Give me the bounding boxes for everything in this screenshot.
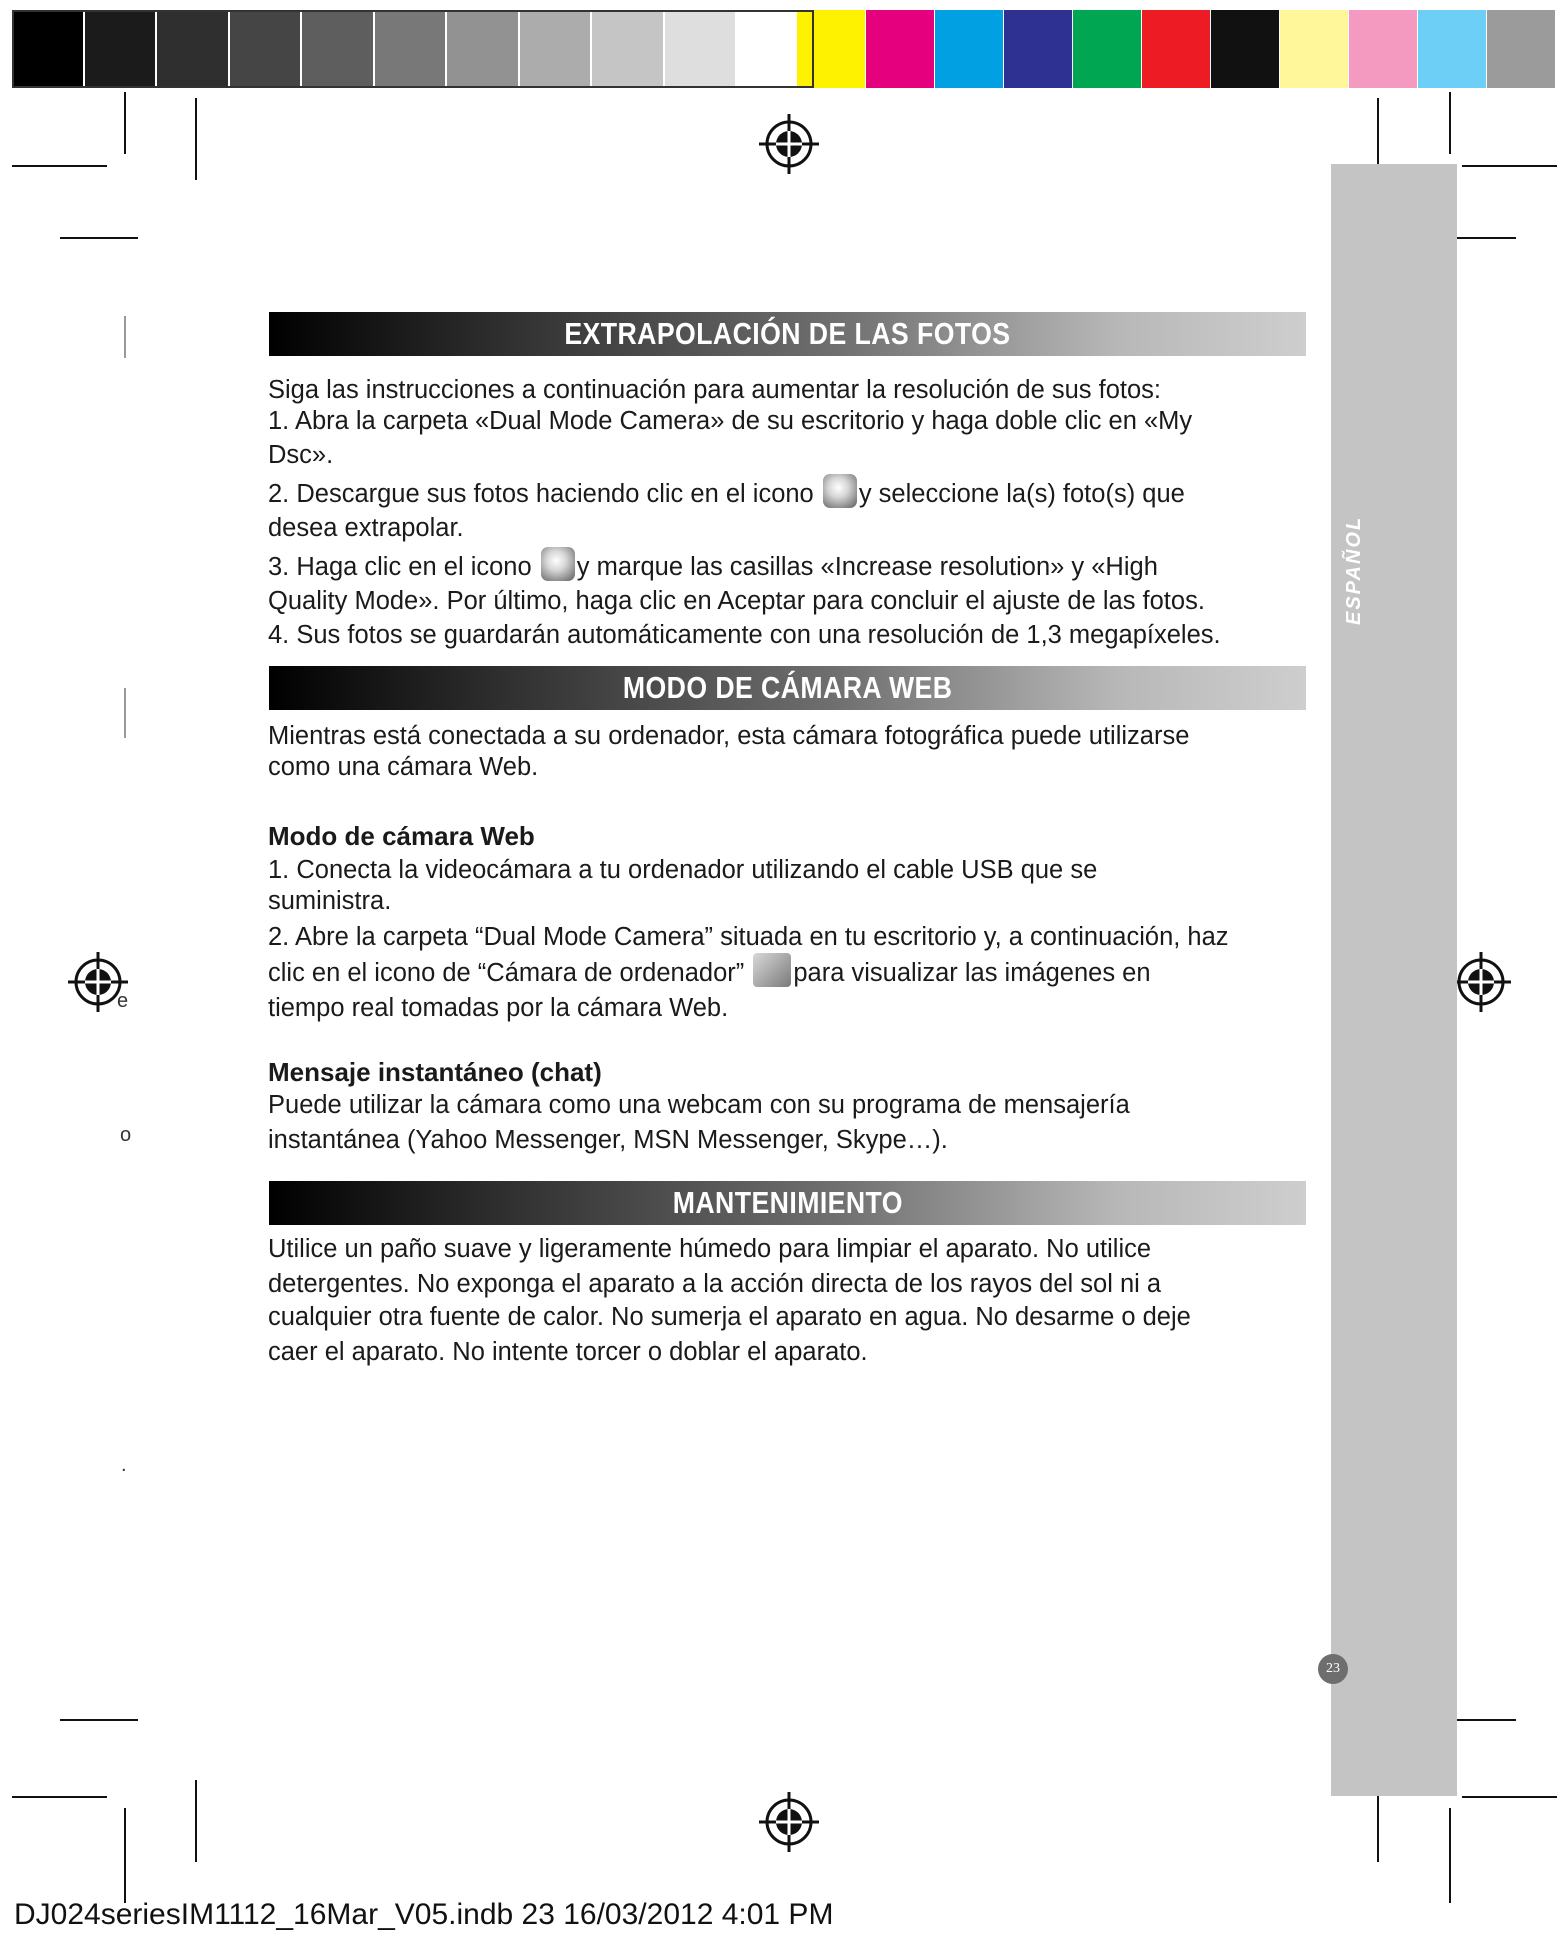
section-header-maintenance bbox=[269, 1181, 1306, 1225]
color-swatch bbox=[1280, 10, 1348, 88]
color-swatch bbox=[1349, 10, 1417, 88]
paragraph-line: caer el aparato. No intente torcer o doblar el aparato. bbox=[268, 1338, 868, 1366]
color-swatch bbox=[1142, 10, 1210, 88]
paragraph-line: Puede utilizar la cámara como una webcam con su programa de mensajería bbox=[268, 1091, 1130, 1119]
paragraph-line: como una cámara Web. bbox=[268, 753, 539, 781]
section-body-extrapolation bbox=[268, 375, 1318, 651]
language-side-tab bbox=[1331, 164, 1457, 1796]
paragraph-line: instantánea (Yahoo Messenger, MSN Messenger, Skype…). bbox=[268, 1126, 948, 1154]
side-tab-label: ESPAÑOL bbox=[1343, 515, 1365, 625]
extrapolate-icon bbox=[541, 547, 575, 581]
subheading-chat: Mensaje instantáneo (chat) bbox=[268, 1057, 602, 1087]
section-body-maintenance bbox=[268, 1234, 1318, 1368]
step-line: 2. Abre la carpeta “Dual Mode Camera” situada en tu escritorio y, a continuación, haz bbox=[268, 923, 1229, 951]
color-swatch bbox=[1418, 10, 1486, 88]
section-title: MANTENIMIENTO bbox=[672, 1185, 903, 1220]
section-title: EXTRAPOLACIÓN DE LAS FOTOS bbox=[564, 316, 1011, 351]
step-line: Dsc». bbox=[268, 441, 334, 469]
section-body-webcam bbox=[268, 721, 1318, 1156]
color-swatch bbox=[1211, 10, 1279, 88]
registration-mark-bottom bbox=[757, 1790, 821, 1854]
step-line: 4. Sus fotos se guardarán automáticamente con una resolución de 1,3 megapíxeles. bbox=[268, 621, 1221, 649]
step-line: y seleccione la(s) foto(s) que bbox=[858, 480, 1185, 508]
page-number: 23 bbox=[1318, 1654, 1348, 1684]
step-line: y marque las casillas «Increase resolution» y «High bbox=[576, 553, 1158, 581]
step-line: 1. Conecta la videocámara a tu ordenador utilizando el cable USB que se bbox=[268, 856, 1098, 884]
color-swatch bbox=[1004, 10, 1072, 88]
step-line: 1. Abra la carpeta «Dual Mode Camera» de su escritorio y haga doble clic en «My bbox=[268, 407, 1193, 435]
step-line: clic en el icono de “Cámara de ordenador” bbox=[268, 959, 745, 987]
step-line: desea extrapolar. bbox=[268, 514, 464, 542]
print-slug-footer: DJ024seriesIM1112_16Mar_V05.indb 23 16/03/2012 4:01 PM bbox=[14, 1898, 834, 1931]
step-line: suministra. bbox=[268, 887, 392, 915]
step-line: Quality Mode». Por último, haga clic en Aceptar para concluir el ajuste de las fotos. bbox=[268, 587, 1205, 615]
step-line: 3. Haga clic en el icono bbox=[268, 553, 532, 581]
stray-mark: e bbox=[117, 990, 129, 1012]
paragraph-line: cualquier otra fuente de calor. No sumerja el aparato en agua. No desarme o deje bbox=[268, 1303, 1191, 1331]
swatch-frame bbox=[12, 10, 814, 88]
download-icon bbox=[823, 474, 857, 508]
stray-mark: o bbox=[120, 1124, 132, 1146]
color-swatch bbox=[1073, 10, 1141, 88]
step-line: 2. Descargue sus fotos haciendo clic en el icono bbox=[268, 480, 814, 508]
color-swatch bbox=[935, 10, 1003, 88]
step-line: tiempo real tomadas por la cámara Web. bbox=[268, 994, 729, 1022]
registration-mark-top bbox=[757, 112, 821, 176]
paragraph-line: Siga las instrucciones a continuación para aumentar la resolución de sus fotos: bbox=[268, 376, 1162, 404]
color-swatch bbox=[866, 10, 934, 88]
subheading-webcam-mode: Modo de cámara Web bbox=[268, 821, 535, 851]
step-line: para visualizar las imágenes en bbox=[793, 959, 1151, 987]
section-header-extrapolation bbox=[269, 312, 1306, 356]
paragraph-line: Utilice un paño suave y ligeramente húmedo para limpiar el aparato. No utilice bbox=[268, 1235, 1152, 1263]
section-header-webcam bbox=[269, 666, 1306, 710]
color-calibration-bar bbox=[12, 10, 1556, 88]
pc-camera-icon bbox=[753, 953, 791, 987]
stray-mark: . bbox=[121, 1454, 127, 1476]
color-swatch bbox=[1487, 10, 1555, 88]
registration-mark-right bbox=[1449, 950, 1513, 1014]
paragraph-line: detergentes. No exponga el aparato a la acción directa de los rayos del sol ni a bbox=[268, 1270, 1162, 1298]
paragraph-line: Mientras está conectada a su ordenador, esta cámara fotográfica puede utilizarse bbox=[268, 722, 1190, 750]
section-title: MODO DE CÁMARA WEB bbox=[622, 670, 953, 705]
